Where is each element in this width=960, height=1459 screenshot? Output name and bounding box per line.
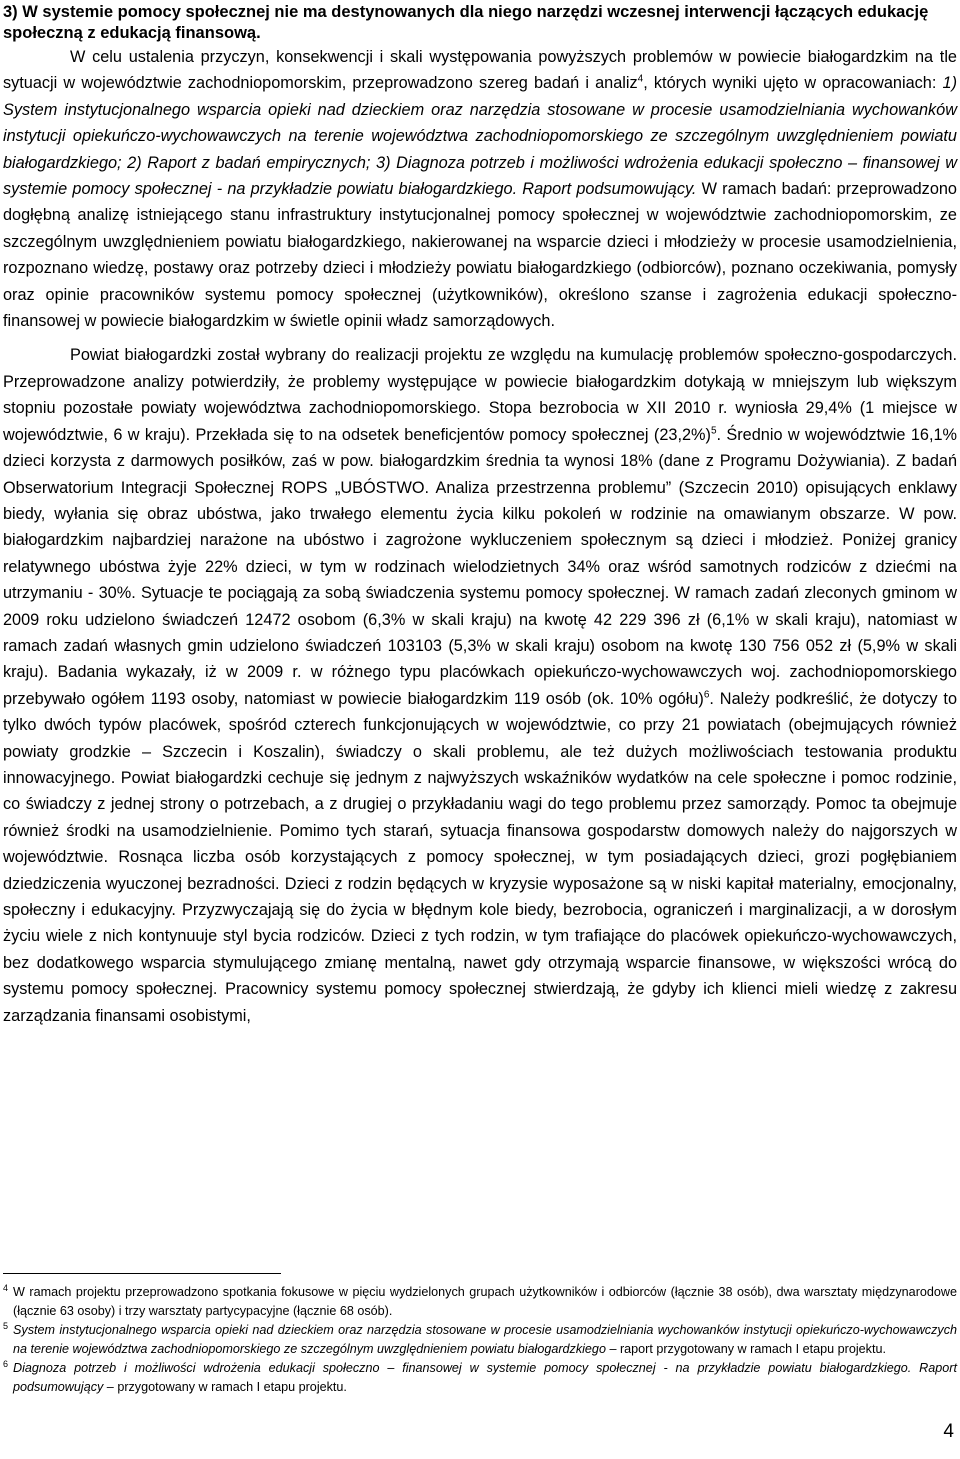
footnote-text: – raport przygotowany w ramach I etapu projektu. <box>605 1342 886 1356</box>
footnote-title: Diagnoza potrzeb i możliwości wdrożenia edukacji społeczno – finansowej w systemie pomocy społecznej - na przykładzie powiatu białogardzkiego. Raport podsumowujący <box>13 1361 957 1394</box>
footnote-separator <box>3 1273 281 1274</box>
paragraph-1-text-a: W celu ustalenia przyczyn, konsekwencji i skali występowania powyższych problemów w powiecie białogardzkim na tle sytuacji w województwie zachodniopomorskim, przeprowadzono szereg badań i analiz <box>3 48 957 93</box>
body-text <box>3 44 957 1029</box>
paragraph-2-text-b: . Średnio w województwie 16,1% dzieci korzysta z darmowych posiłków, zaś w pow. białogardzkim średnia ta wynosi 18% (dane z Programu Dożywiania). Z badań Obserwatorium Integracji Społecznej ROPS „UBÓSTWO. Analiza przestrzenna problemu” (Szczecin 2010) opisujących enklawy biedy, wyłania się obraz ubóstwa, jako trwałego elementu życia kilku pokoleń w rodzinie na omawianym obszarze. W pow. białogardzkim najbardziej narażone na ubóstwo i zagrożone wykluczeniem społecznym są dzieci i młodzież. Poniżej granicy relatywnego ubóstwa żyje 22% dzieci, w tym w rodzinach wielodzietnych 34% oraz wśród samotnych rodziców z dziećmi na utrzymaniu - 30%. Sytuacje te pociągają za sobą świadczenia systemu pomocy społecznej. W ramach zadań zleconych gminom w 2009 roku udzielono świadczeń 12472 osobom (6,3% w skali kraju) na kwotę 42 229 396 zł (6,1% w skali kraju), natomiast w ramach zadań własnych gmin udzielono świadczeń 103103 (5,3% w skali kraju) osobom na kwotę 130 756 052 zł (5,9% w skali kraju). Badania wykazały, iż w 2009 r. w różnego typu placówkach opiekuńczo-wychowawczych woj. zachodniopomorskiego przebywało ogółem 1193 osoby, natomiast w powiecie białogardzkim 119 osób (ok. 10% ogółu) <box>3 425 958 708</box>
footnote-ref-4[interactable]: 4 <box>637 73 644 85</box>
footnotes <box>3 1283 957 1397</box>
paragraph-1 <box>3 44 957 334</box>
footnote-title: System instytucjonalnego wsparcia opieki nad dzieckiem oraz narzędzia stosowane w procesie usamodzielniania wychowanków instytucji opiekuńczo-wychowawczych na terenie województwa zachodniopomorskiego ze szczególnym uwzględnieniem powiatu białogardzkiego <box>13 1323 957 1356</box>
paragraph-2 <box>3 342 957 1029</box>
footnote-4 <box>3 1283 957 1321</box>
paragraph-2-text-a: Powiat białogardzki został wybrany do realizacji projektu ze względu na kumulację problemów społeczno-gospodarczych. Przeprowadzone analizy potwierdziły, że problemy występujące w powiecie białogardzkim dotykają w mniejszym lub większym stopniu pozostałe powiaty województwa zachodniopomorskiego. Stopa bezrobocia w XII 2010 r. wyniosła 29,4% (1 miejsce w województwie, 6 w kraju). Przekłada się to na odsetek beneficjentów pomocy społecznej (23,2%) <box>3 346 957 444</box>
paragraph-1-text-c: W ramach badań: przeprowadzono dogłębną analizę istniejącego stanu infrastruktury instytucjonalnej pomocy społecznej w województwie zachodniopomorskim, ze szczególnym uwzględnieniem powiatu białogardzkiego, nakierowanej na wsparcie dzieci i młodzieży w procesie usamodzielnienia, rozpoznano wiedzę, postawy oraz potrzeby dzieci i młodzieży powiatu białogardzkiego (odbiorców), poznano oczekiwania, pomysły oraz opinie pracowników systemu pomocy społecznej (użytkowników), określono szanse i zagrożenia edukacji społeczno-finansowej w powiecie białogardzkim w świetle opinii władz samorządowych. <box>3 180 957 331</box>
footnote-ref-6[interactable]: 6 <box>703 689 710 701</box>
footnote-number: 4 <box>3 1283 9 1293</box>
footnote-text: – przygotowany w ramach I etapu projektu. <box>103 1380 347 1394</box>
paragraph-2-text-c: . Należy podkreślić, że dotyczy to tylko dwóch typów placówek, spośród czterech funkcjonujących w województwie, co przy 21 powiatach (obejmujących również powiaty grodzkie – Szczecin i Koszalin), świadczy o skali problemu, ale też dużych możliwościach testowania produktu innowacyjnego. Powiat białogardzki cechuje się jednym z najwyższych wskaźników wydatków na cele społeczne i pomoc rodzinie, co świadczy z jednej strony o potrzebach, a z drugiej o przykładaniu wagi do tego problemu przez samorządy. Pomoc ta obejmuje również środki na usamodzielnienie. Pomimo tych starań, sytuacja finansowa gospodarstw domowych należy do najgorszych w województwie. Rosnąca liczba osób korzystających z pomocy społecznej, w tym posiadających dzieci, grozi pogłębianiem dziedziczenia wyuczonej bezradności. Dzieci z rodzin będących w kryzysie wyposażone są w niski kapitał materialny, emocjonalny, społeczny i edukacyjny. Przyzwyczajają się do życia w błędnym kole biedy, bezrobocia, ograniczeń i marginalizacji, a w dorosłym życiu wiele z nich kontynuuje styl bycia rodziców. Dzieci z tych rodzin, w tym trafiające do placówek opiekuńczo-wychowawczych, bez dodatkowego wsparcia stymulującego zmianę mentalną, nawet gdy otrzymają wsparcie finansowe, w większości wrócą do systemu pomocy społecznej. Pracownicy systemu pomocy społecznej stwierdzają, że gdyby ich klienci mieli wiedzę z zakresu zarządzania finansami osobistymi, <box>3 689 957 1025</box>
paragraph-1-publications: 1) System instytucjonalnego wsparcia opieki nad dzieckiem oraz narzędzia stosowane w procesie usamodzielniania wychowanków instytucji opiekuńczo-wychowawczych na terenie województwa zachodniopomorskiego ze szczególnym uwzględnieniem powiatu białogardzkiego; 2) Raport z badań empirycznych; 3) Diagnoza potrzeb i możliwości wdrożenia edukacji społeczno – finansowej w systemie pomocy społecznej - na przykładzie powiatu białogardzkiego. Raport podsumowujący. <box>3 74 958 199</box>
footnote-6 <box>3 1359 957 1397</box>
section-heading: 3) W systemie pomocy społecznej nie ma destynowanych dla niego narzędzi wczesnej interwencji łączących edukację społeczną z edukacją finansową. <box>3 3 929 42</box>
footnote-number: 6 <box>3 1359 9 1369</box>
footnote-number: 5 <box>3 1321 9 1331</box>
footnote-text: W ramach projektu przeprowadzono spotkania fokusowe w pięciu wydzielonych grupach użytkowników i odbiorców (łącznie 38 osób), dwa warsztaty międzynarodowe (łącznie 63 osoby) i trzy warsztaty partycypacyjne (łącznie 68 osób). <box>13 1285 957 1318</box>
page-number: 4 <box>943 1421 954 1442</box>
footnote-5 <box>3 1321 957 1359</box>
footnote-ref-5[interactable]: 5 <box>710 425 717 437</box>
paragraph-1-text-b: , których wyniki ujęto w opracowaniach: <box>643 74 943 93</box>
